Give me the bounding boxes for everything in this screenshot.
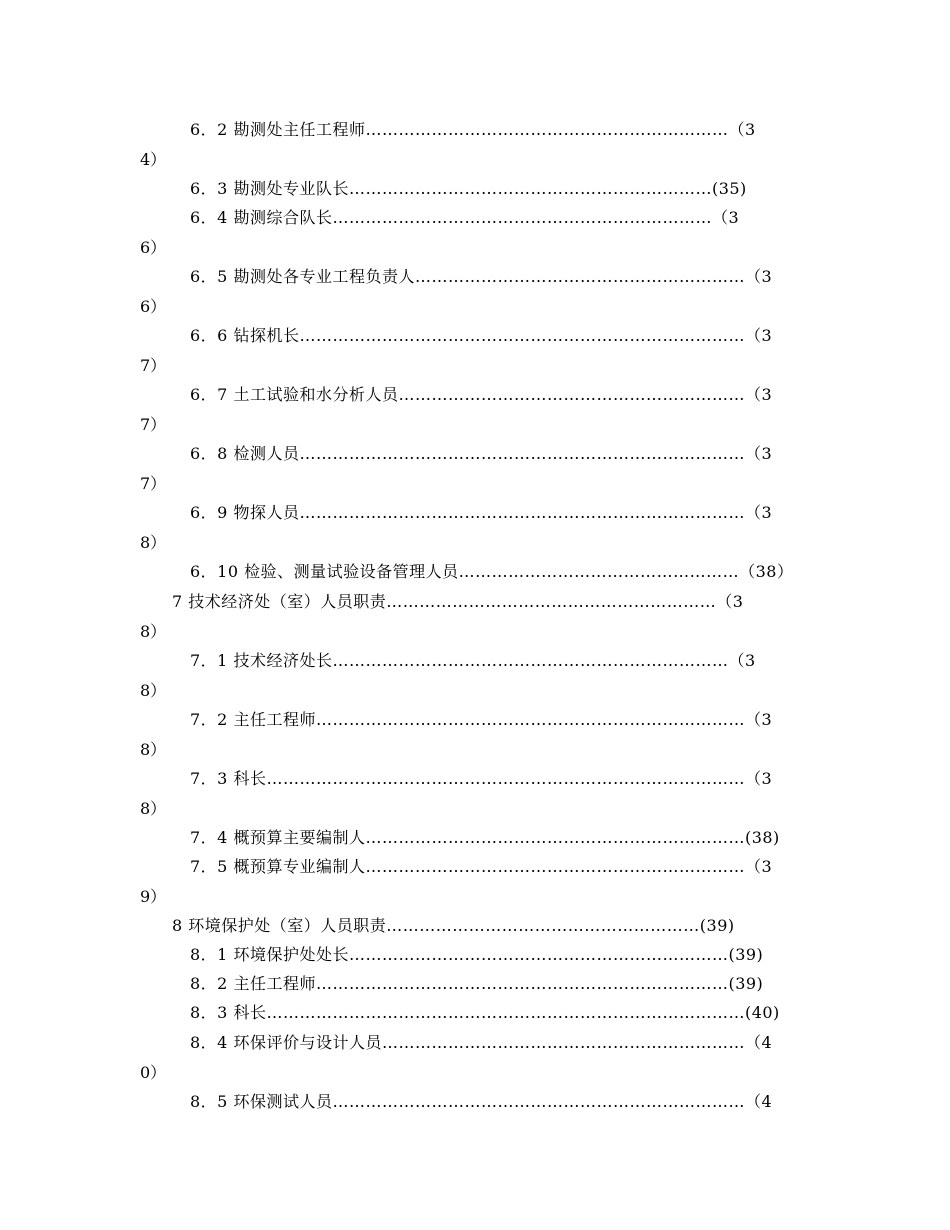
toc-entry[interactable] (190, 498, 815, 528)
toc-entry-continuation: 6） (140, 297, 167, 316)
toc-entry[interactable] (190, 646, 815, 676)
toc-entry-text: 6．8 检测人员………………………………………………………………………（3 (190, 444, 773, 463)
toc-entry-text: 7 技术经济处（室）人员职责……………………………………………………（3 (172, 592, 744, 611)
toc-entry[interactable] (190, 940, 815, 970)
toc-entry[interactable] (190, 998, 815, 1028)
toc-section-heading[interactable] (172, 911, 815, 941)
toc-entry-text: 7．2 主任工程师……………………………………………………………………（3 (190, 710, 773, 729)
toc-entry[interactable] (190, 439, 815, 469)
toc-entry-text: 8．3 科长……………………………………………………………………………(40) (190, 1003, 780, 1022)
toc-entry-continuation: 4） (140, 150, 167, 169)
toc-entry-text: 8．4 环保评价与设计人员…………………………………………………………（4 (190, 1033, 773, 1052)
toc-entry[interactable] (190, 203, 815, 233)
toc-entry-text: 6．5 勘测处各专业工程负责人……………………………………………………（3 (190, 267, 773, 286)
toc-entry-text: 6．9 物探人员………………………………………………………………………（3 (190, 503, 773, 522)
toc-section-heading[interactable] (172, 587, 815, 617)
toc-entry-text: 6．2 勘测处主任工程师…………………………………………………………（3 (190, 120, 756, 139)
toc-entry-continuation: 7） (140, 356, 167, 375)
toc-entry[interactable] (190, 1028, 815, 1058)
toc-entry-continuation: 8） (140, 799, 167, 818)
toc-entry[interactable] (190, 380, 815, 410)
toc-entry-text: 6．4 勘测综合队长……………………………………………………………（3 (190, 208, 740, 227)
toc-entry-continuation: 8） (140, 740, 167, 759)
toc-entry-text: 8．2 主任工程师…………………………………………………………………(39) (190, 974, 764, 993)
toc-entry[interactable] (190, 262, 815, 292)
toc-entry-continuation: 9） (140, 887, 167, 906)
toc-entry-continuation: 8） (140, 622, 167, 641)
toc-entry-text: 8．1 环境保护处处长……………………………………………………………(39) (190, 945, 764, 964)
toc-entry[interactable] (190, 852, 815, 882)
toc-entry-text: 6．7 土工试验和水分析人员………………………………………………………（3 (190, 385, 773, 404)
toc-entry[interactable] (190, 1087, 815, 1117)
toc-entry-text: 7．4 概预算主要编制人……………………………………………………………(38) (190, 828, 780, 847)
toc-entry-continuation: 8） (140, 681, 167, 700)
toc-entry-continuation: 8） (140, 533, 167, 552)
toc-entry-text: 7．5 概预算专业编制人……………………………………………………………（3 (190, 857, 773, 876)
toc-entry[interactable] (190, 174, 815, 204)
toc-entry-continuation: 7） (140, 415, 167, 434)
toc-entry-text: 7．3 科长……………………………………………………………………………（3 (190, 769, 773, 788)
toc-entry[interactable] (190, 321, 815, 351)
toc-entry-text: 6．3 勘测处专业队长…………………………………………………………(35) (190, 179, 747, 198)
toc-entry-text: 6．6 钻探机长………………………………………………………………………（3 (190, 326, 773, 345)
toc-entry-text: 6．10 检验、测量试验设备管理人员……………………………………………（38） (190, 562, 794, 581)
toc-entry-continuation: 6） (140, 238, 167, 257)
toc-entry-text: 7．1 技术经济处长………………………………………………………………（3 (190, 651, 756, 670)
toc-entry-text: 8．5 环保测试人员…………………………………………………………………（4 (190, 1092, 773, 1111)
toc-entry-continuation: 7） (140, 474, 167, 493)
toc-entry[interactable] (190, 969, 815, 999)
toc-entry-continuation: 0） (140, 1063, 167, 1082)
toc-entry[interactable] (190, 705, 815, 735)
toc-entry[interactable] (190, 823, 815, 853)
toc-entry[interactable] (190, 764, 815, 794)
toc-entry[interactable] (190, 115, 815, 145)
toc-entry-text: 8 环境保护处（室）人员职责…………………………………………………(39) (172, 916, 735, 935)
toc-entry[interactable] (190, 557, 815, 587)
